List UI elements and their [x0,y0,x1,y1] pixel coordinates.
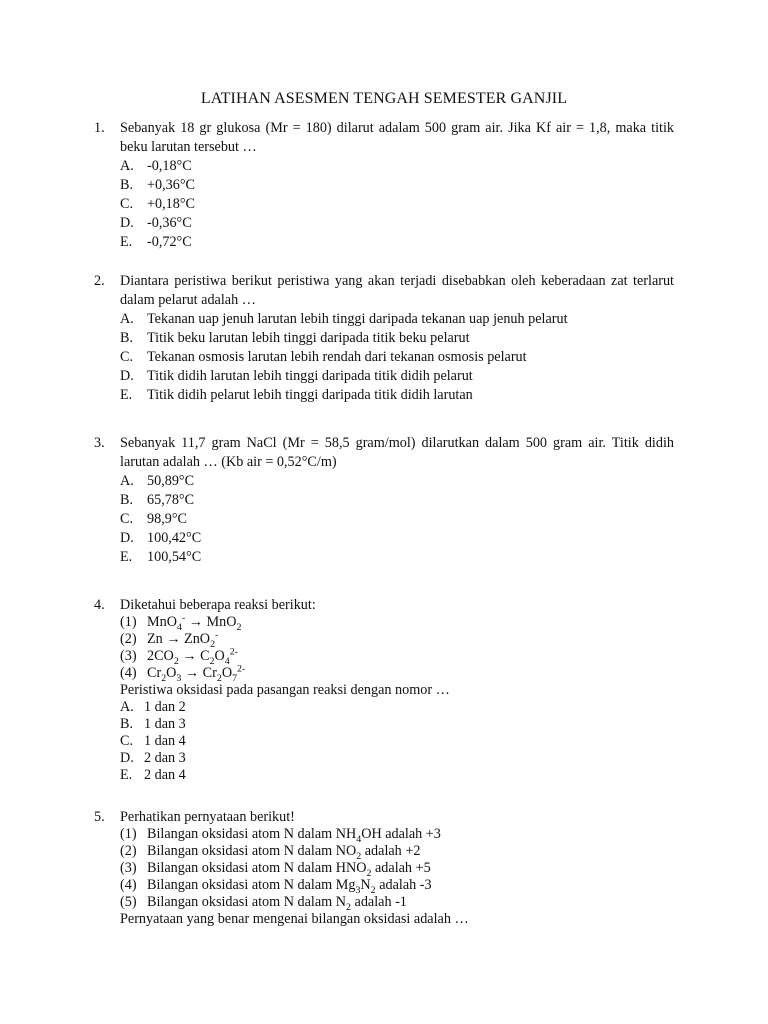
question-stem: Perhatikan pernyataan berikut! [120,809,295,825]
reaction-arrow-icon: → [188,614,203,630]
option-a[interactable]: A. -0,18°C [120,158,192,174]
reaction-1: (1) MnO$_4$- → MnO$_2$ [120,612,242,633]
question-number: 3. [94,435,105,451]
reaction-4: (4) $Cr_2O_3 \to Cr_2O_7^{2-}$ [120,663,246,684]
question-number: 5. [94,809,105,825]
page-title: LATIHAN ASESMEN TENGAH SEMESTER GANJIL [200,90,568,107]
reaction-arrow-icon: → [184,665,200,681]
question-stem: Sebanyak 18 gr glukosa (Mr = 180) dilarut adalam 500 gram air. Jika Kf air = 1,8, maka titik beku larutan tersebut … [120,120,674,155]
option-e[interactable]: E. -0,72°C [120,234,192,250]
option-d[interactable]: D. Titik didih larutan lebih tinggi daripada titik didih pelarut [120,368,473,384]
reaction-3: (3) $2CO_2 \to C_2O_4^{2-}$ [120,646,238,667]
question-prompt: Pernyataan yang benar mengenai bilangan oksidasi adalah … [120,911,469,927]
option-e[interactable]: E. Titik didih pelarut lebih tinggi daripada titik didih larutan [120,387,473,403]
option-a[interactable]: A. Tekanan uap jenuh larutan lebih tinggi daripada tekanan uap jenuh pelarut [120,311,568,327]
statement-5: (5) Bilangan oksidasi atom N dalam $N_2$ adalah -1 [120,894,407,913]
question-prompt: Peristiwa oksidasi pada pasangan reaksi dengan nomor … [120,682,450,698]
statement-2: (2) Bilangan oksidasi atom N dalam $NO_2$ adalah +2 [120,843,421,862]
question-4 [94,597,674,784]
option-b[interactable]: B. +0,36°C [120,177,195,193]
question-stem: Sebanyak 11,7 gram NaCl (Mr = 58,5 gram/mol) dilarutkan dalam 500 gram air. Titik didih larutan adalah … (Kb air = 0,52°C/m) [120,435,674,470]
option-e[interactable]: E. 2 dan 4 [120,767,186,783]
option-b[interactable]: B. Titik beku larutan lebih tinggi daripada titik beku pelarut [120,330,470,346]
question-3 [94,434,674,567]
question-number: 1. [94,120,105,136]
question-2 [94,272,674,405]
question-5 [94,809,674,928]
option-d[interactable]: D. 100,42°C [120,530,202,546]
reaction-arrow-icon: → [166,631,181,647]
option-d[interactable]: D. 2 dan 3 [120,750,186,766]
option-c[interactable]: C. 1 dan 4 [120,733,186,749]
reaction-2: (2) Zn → ZnO$_2$- [120,629,219,650]
option-a[interactable]: A. 50,89°C [120,473,195,489]
option-b[interactable]: B. 65,78°C [120,492,195,508]
option-e[interactable]: E. 100,54°C [120,549,202,565]
question-1 [94,119,674,252]
question-stem: Diantara peristiwa berikut peristiwa yang akan terjadi disebabkan oleh keberadaan zat terlarut dalam pelarut adalah … [120,273,674,308]
statement-4: (4) Bilangan oksidasi atom N dalam $Mg_3N_2$ adalah -3 [120,877,432,896]
statement-3: (3) Bilangan oksidasi atom N dalam $HNO_2$ adalah +5 [120,860,431,879]
option-d[interactable]: D. -0,36°C [120,215,192,231]
reaction-arrow-icon: → [182,648,197,664]
question-stem: Diketahui beberapa reaksi berikut: [120,597,316,613]
option-c[interactable]: C. 98,9°C [120,511,187,527]
option-b[interactable]: B. 1 dan 3 [120,716,186,732]
option-c[interactable]: C. +0,18°C [120,196,195,212]
question-number: 4. [94,597,105,613]
option-a[interactable]: A. 1 dan 2 [120,699,186,715]
statement-1: (1) Bilangan oksidasi atom N dalam $NH_4OH$ adalah +3 [120,826,441,845]
option-c[interactable]: C. Tekanan osmosis larutan lebih rendah dari tekanan osmosis pelarut [120,349,527,365]
question-number: 2. [94,273,105,289]
